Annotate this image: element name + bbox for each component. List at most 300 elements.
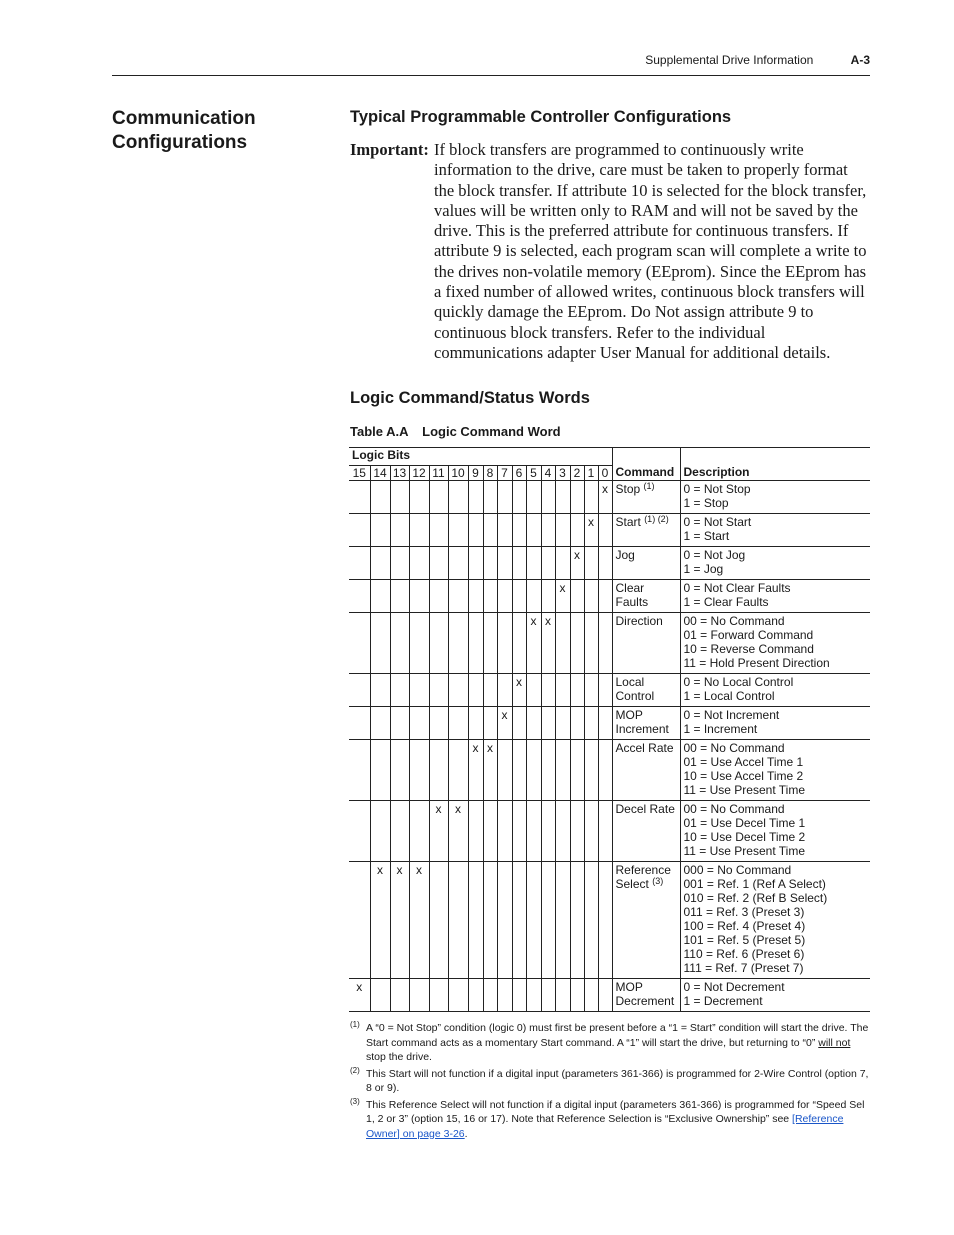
bit-cell-1 (584, 801, 598, 862)
bit-cell-3 (555, 707, 570, 740)
command-name: MOP Decrement (615, 980, 675, 1008)
bit-cell-8 (483, 580, 497, 613)
description-line: 00 = No Command (683, 741, 785, 755)
description-line: 11 = Use Present Time (683, 783, 805, 797)
bit-cell-4 (541, 547, 555, 580)
description-cell (680, 674, 870, 707)
command-cell (612, 862, 680, 979)
bit-cell-0 (598, 801, 612, 862)
bit-cell-4 (541, 801, 555, 862)
bit-cell-4 (541, 481, 555, 514)
bit-cell-3 (555, 740, 570, 801)
bit-cell-8 (483, 674, 497, 707)
bit-cell-12 (409, 801, 429, 862)
bit-cell-8 (483, 801, 497, 862)
command-cell (612, 481, 680, 514)
bit-number-1: 1 (584, 466, 598, 481)
bit-cell-4 (541, 580, 555, 613)
bit-cell-0 (598, 707, 612, 740)
bit-cell-15 (349, 801, 370, 862)
bit-cell-14 (370, 740, 390, 801)
bit-cell-6 (512, 547, 526, 580)
command-cell (612, 580, 680, 613)
bit-cell-7 (497, 613, 512, 674)
bit-cell-3 (555, 674, 570, 707)
bit-cell-8 (483, 481, 497, 514)
bit-cell-11 (429, 481, 448, 514)
bit-cell-15 (349, 580, 370, 613)
description-line: 100 = Ref. 4 (Preset 4) (683, 919, 806, 933)
bit-cell-14 (370, 580, 390, 613)
description-line: 0 = Not Decrement (683, 980, 785, 994)
underlined-text: will not (818, 1036, 851, 1049)
description-line: 0 = Not Jog (683, 548, 746, 562)
bit-cell-10 (448, 547, 468, 580)
description-cell (680, 514, 870, 547)
bit-cell-5 (526, 862, 541, 979)
bit-cell-2 (570, 580, 584, 613)
bit-cell-12 (409, 514, 429, 547)
description-line: 1 = Clear Faults (683, 595, 769, 609)
logic-bits-header: Logic Bits (349, 448, 612, 466)
bit-cell-5 (526, 674, 541, 707)
bit-cell-3 (555, 613, 570, 674)
bit-cell-11 (429, 613, 448, 674)
footnote-mark: (3) (350, 1096, 360, 1106)
bit-cell-4 (541, 674, 555, 707)
bit-cell-6 (512, 580, 526, 613)
table-row (349, 547, 870, 580)
bit-cell-14 (370, 979, 390, 1012)
table-row (349, 979, 870, 1012)
important-note (350, 140, 870, 363)
bit-cell-8 (483, 979, 497, 1012)
header-rule (112, 75, 870, 76)
description-line: 01 = Use Decel Time 1 (683, 816, 806, 830)
bit-cell-11 (429, 979, 448, 1012)
description-line: 11 = Hold Present Direction (683, 656, 830, 670)
bit-cell-5 (526, 979, 541, 1012)
table-caption-title: Logic Command Word (422, 424, 561, 439)
description-line: 10 = Reverse Command (683, 642, 814, 656)
bit-cell-0 (598, 580, 612, 613)
bit-cell-1 (584, 707, 598, 740)
bit-cell-14 (370, 707, 390, 740)
description-cell (680, 481, 870, 514)
bit-cell-0 (598, 547, 612, 580)
table-row (349, 707, 870, 740)
description-line: 0 = No Local Control (683, 675, 794, 689)
bit-cell-6 (512, 862, 526, 979)
bit-cell-6 (512, 801, 526, 862)
bit-cell-3 (555, 481, 570, 514)
description-line: 0 = Not Clear Faults (683, 581, 791, 595)
bit-cell-13 (390, 547, 409, 580)
bit-cell-2 (570, 613, 584, 674)
command-cell (612, 613, 680, 674)
bit-mark-12: x (409, 862, 429, 979)
bit-cell-1 (584, 740, 598, 801)
command-name: Decel Rate (615, 802, 675, 816)
table-row (349, 580, 870, 613)
description-line: 10 = Use Decel Time 2 (683, 830, 806, 844)
bit-mark-5: x (526, 613, 541, 674)
bit-cell-1 (584, 979, 598, 1012)
bit-cell-11 (429, 707, 448, 740)
description-cell (680, 740, 870, 801)
bit-cell-15 (349, 707, 370, 740)
bit-cell-15 (349, 481, 370, 514)
footnote-ref: (1) (2) (644, 514, 669, 524)
bit-cell-0 (598, 514, 612, 547)
command-name: Stop (615, 482, 641, 496)
bit-cell-3 (555, 979, 570, 1012)
bit-cell-10 (448, 707, 468, 740)
description-line: 1 = Local Control (683, 689, 775, 703)
bit-cell-10 (448, 979, 468, 1012)
bit-cell-6 (512, 740, 526, 801)
bit-cell-2 (570, 514, 584, 547)
description-cell (680, 862, 870, 979)
bit-mark-8: x (483, 740, 497, 801)
bit-cell-2 (570, 674, 584, 707)
bit-cell-9 (468, 580, 483, 613)
bit-cell-2 (570, 801, 584, 862)
bit-cell-9 (468, 862, 483, 979)
bit-cell-5 (526, 707, 541, 740)
running-header (645, 53, 870, 67)
bit-cell-1 (584, 580, 598, 613)
bit-cell-11 (429, 580, 448, 613)
bit-cell-7 (497, 514, 512, 547)
bit-cell-14 (370, 613, 390, 674)
bit-cell-5 (526, 801, 541, 862)
bit-cell-6 (512, 481, 526, 514)
bit-cell-14 (370, 674, 390, 707)
bit-number-14: 14 (370, 466, 390, 481)
command-cell (612, 547, 680, 580)
bit-cell-8 (483, 613, 497, 674)
description-cell (680, 613, 870, 674)
bit-cell-6 (512, 613, 526, 674)
bit-mark-15: x (349, 979, 370, 1012)
table-row (349, 674, 870, 707)
description-line: 01 = Forward Command (683, 628, 814, 642)
bit-mark-7: x (497, 707, 512, 740)
bit-cell-13 (390, 580, 409, 613)
bit-number-11: 11 (429, 466, 448, 481)
description-line: 1 = Decrement (683, 994, 763, 1008)
bit-cell-12 (409, 613, 429, 674)
description-line: 111 = Ref. 7 (Preset 7) (683, 961, 804, 975)
command-name: MOP Increment (615, 708, 669, 736)
bit-cell-12 (409, 547, 429, 580)
bit-cell-9 (468, 547, 483, 580)
bit-number-15: 15 (349, 466, 370, 481)
description-line: 1 = Start (683, 529, 730, 543)
description-line: 010 = Ref. 2 (Ref B Select) (683, 891, 828, 905)
command-cell (612, 674, 680, 707)
description-line: 10 = Use Accel Time 2 (683, 769, 804, 783)
bit-cell-14 (370, 514, 390, 547)
table-caption-number: Table A.A (350, 424, 409, 439)
bit-cell-0 (598, 674, 612, 707)
command-header-cell: Command (612, 448, 680, 481)
bit-cell-7 (497, 580, 512, 613)
description-line: 1 = Jog (683, 562, 724, 576)
bit-cell-7 (497, 674, 512, 707)
important-label: Important: (350, 140, 429, 159)
bit-cell-2 (570, 481, 584, 514)
bit-mark-9: x (468, 740, 483, 801)
section-heading-logic-words: Logic Command/Status Words (350, 389, 590, 407)
bit-cell-8 (483, 547, 497, 580)
table-header-row-1 (349, 448, 870, 466)
bit-cell-7 (497, 547, 512, 580)
bit-cell-12 (409, 674, 429, 707)
bit-cell-13 (390, 707, 409, 740)
bit-cell-3 (555, 547, 570, 580)
bit-cell-13 (390, 481, 409, 514)
bit-number-8: 8 (483, 466, 497, 481)
bit-mark-0: x (598, 481, 612, 514)
bit-cell-5 (526, 547, 541, 580)
bit-number-13: 13 (390, 466, 409, 481)
bit-cell-0 (598, 613, 612, 674)
description-line: 110 = Ref. 6 (Preset 6) (683, 947, 805, 961)
bit-cell-4 (541, 514, 555, 547)
bit-cell-8 (483, 514, 497, 547)
description-cell (680, 979, 870, 1012)
page-number: A-3 (850, 53, 870, 67)
bit-cell-4 (541, 862, 555, 979)
description-line: 1 = Increment (683, 722, 758, 736)
description-line: 1 = Stop (683, 496, 729, 510)
running-header-section: Supplemental Drive Information (645, 53, 814, 67)
bit-cell-10 (448, 862, 468, 979)
bit-number-12: 12 (409, 466, 429, 481)
bit-mark-4: x (541, 613, 555, 674)
bit-cell-0 (598, 862, 612, 979)
table-row (349, 862, 870, 979)
bit-cell-12 (409, 580, 429, 613)
bit-mark-3: x (555, 580, 570, 613)
bit-mark-6: x (512, 674, 526, 707)
footnote: (3) This Reference Select will not function if a digital input (parameters 361-366) is programmed for “Speed Sel 1, 2 or 3” (option 15, 16 or 17). Note that Reference Selection is “Exclusive Ownership” see [Reference Owner] on page 3-26. (350, 1096, 865, 1140)
bit-cell-1 (584, 862, 598, 979)
bit-cell-8 (483, 862, 497, 979)
bit-number-6: 6 (512, 466, 526, 481)
bit-cell-15 (349, 740, 370, 801)
logic-command-word-table (349, 447, 870, 1012)
command-cell (612, 707, 680, 740)
bit-cell-13 (390, 514, 409, 547)
bit-number-10: 10 (448, 466, 468, 481)
description-line: 001 = Ref. 1 (Ref A Select) (683, 877, 826, 891)
bit-cell-1 (584, 481, 598, 514)
bit-cell-7 (497, 801, 512, 862)
table-row (349, 481, 870, 514)
footnote-ref: (3) (652, 876, 664, 886)
bit-cell-9 (468, 613, 483, 674)
command-name: Direction (615, 614, 663, 628)
bit-cell-11 (429, 674, 448, 707)
bit-cell-7 (497, 862, 512, 979)
bit-cell-12 (409, 707, 429, 740)
footnote: (1) A “0 = Not Stop” condition (logic 0) must first be present before a “1 = Start” condition will start the drive. The Start command acts as a momentary Start command. A “1” will start the drive, but returning to “0” will not stop the drive. (350, 1020, 869, 1063)
bit-number-7: 7 (497, 466, 512, 481)
command-name: Clear Faults (615, 581, 649, 609)
bit-cell-15 (349, 613, 370, 674)
bit-cell-9 (468, 514, 483, 547)
bit-cell-3 (555, 514, 570, 547)
description-line: 0 = Not Increment (683, 708, 780, 722)
description-line: 01 = Use Accel Time 1 (683, 755, 804, 769)
command-name: Jog (615, 548, 635, 562)
bit-cell-0 (598, 979, 612, 1012)
bit-cell-1 (584, 547, 598, 580)
bit-cell-12 (409, 740, 429, 801)
bit-cell-10 (448, 481, 468, 514)
bit-cell-5 (526, 580, 541, 613)
command-cell (612, 740, 680, 801)
description-cell (680, 707, 870, 740)
description-line: 0 = Not Start (683, 515, 752, 529)
bit-cell-4 (541, 707, 555, 740)
bit-cell-14 (370, 801, 390, 862)
reference-owner-link[interactable]: [Reference Owner] on page 3-26 (366, 1113, 844, 1140)
table-row (349, 801, 870, 862)
bit-cell-4 (541, 740, 555, 801)
description-line: 000 = No Command (683, 863, 792, 877)
command-name: Start (615, 515, 641, 529)
description-line: 00 = No Command (683, 614, 785, 628)
footnotes (350, 1021, 870, 1143)
bit-cell-2 (570, 862, 584, 979)
bit-cell-11 (429, 862, 448, 979)
table-row (349, 514, 870, 547)
bit-number-0: 0 (598, 466, 612, 481)
bit-cell-15 (349, 674, 370, 707)
bit-cell-15 (349, 514, 370, 547)
section-heading-typical-configurations: Typical Programmable Controller Configurations (350, 108, 732, 126)
description-line: 00 = No Command (683, 802, 785, 816)
bit-cell-9 (468, 801, 483, 862)
bit-mark-13: x (390, 862, 409, 979)
bit-cell-2 (570, 979, 584, 1012)
footnote: (2) This Start will not function if a digital input (parameters 361-366) is programmed for 2-Wire Control (option 7, 8 or 9). (350, 1065, 869, 1094)
bit-number-3: 3 (555, 466, 570, 481)
bit-cell-10 (448, 580, 468, 613)
command-name: Accel Rate (615, 741, 674, 755)
command-cell (612, 979, 680, 1012)
footnote-mark: (1) (350, 1020, 360, 1029)
description-line: 101 = Ref. 5 (Preset 5) (683, 933, 806, 947)
bit-cell-9 (468, 674, 483, 707)
command-name: Reference Select (615, 863, 671, 891)
bit-mark-2: x (570, 547, 584, 580)
bit-cell-13 (390, 801, 409, 862)
description-line: 011 = Ref. 3 (Preset 3) (683, 905, 805, 919)
bit-mark-11: x (429, 801, 448, 862)
bit-cell-11 (429, 514, 448, 547)
bit-cell-5 (526, 481, 541, 514)
bit-cell-7 (497, 740, 512, 801)
bit-cell-10 (448, 740, 468, 801)
bit-cell-4 (541, 979, 555, 1012)
bit-number-2: 2 (570, 466, 584, 481)
description-cell (680, 547, 870, 580)
table-row (349, 740, 870, 801)
command-cell (612, 801, 680, 862)
description-cell (680, 580, 870, 613)
description-cell (680, 801, 870, 862)
bit-cell-3 (555, 862, 570, 979)
bit-cell-14 (370, 547, 390, 580)
bit-cell-1 (584, 613, 598, 674)
bit-cell-5 (526, 740, 541, 801)
bit-cell-13 (390, 613, 409, 674)
bit-cell-9 (468, 707, 483, 740)
bit-cell-1 (584, 674, 598, 707)
bit-cell-2 (570, 707, 584, 740)
bit-cell-14 (370, 481, 390, 514)
description-line: 0 = Not Stop (683, 482, 751, 496)
bit-cell-15 (349, 862, 370, 979)
bit-number-9: 9 (468, 466, 483, 481)
bit-cell-10 (448, 514, 468, 547)
table-row (349, 613, 870, 674)
footnote-mark: (2) (350, 1065, 360, 1075)
bit-cell-10 (448, 613, 468, 674)
bit-cell-8 (483, 707, 497, 740)
bit-cell-7 (497, 979, 512, 1012)
footnote-ref: (1) (643, 481, 655, 491)
bit-cell-15 (349, 547, 370, 580)
bit-cell-13 (390, 979, 409, 1012)
bit-mark-1: x (584, 514, 598, 547)
bit-cell-0 (598, 740, 612, 801)
description-header-cell: Description (680, 448, 870, 481)
bit-number-5: 5 (526, 466, 541, 481)
bit-cell-7 (497, 481, 512, 514)
bit-number-4: 4 (541, 466, 555, 481)
bit-cell-12 (409, 979, 429, 1012)
bit-mark-14: x (370, 862, 390, 979)
bit-cell-13 (390, 740, 409, 801)
bit-cell-6 (512, 707, 526, 740)
bit-cell-6 (512, 514, 526, 547)
description-line: 11 = Use Present Time (683, 844, 805, 858)
bit-mark-10: x (448, 801, 468, 862)
command-name: Local Control (615, 675, 655, 703)
bit-cell-9 (468, 481, 483, 514)
side-heading: Communication Configurations (112, 108, 256, 153)
bit-cell-13 (390, 674, 409, 707)
bit-cell-6 (512, 979, 526, 1012)
bit-cell-11 (429, 547, 448, 580)
bit-cell-2 (570, 740, 584, 801)
important-text: If block transfers are programmed to continuously write information to the drive, care must be taken to properly format the block transfer. If attribute 10 is selected for the block transfer, values will be written only to RAM and will not be saved by the drive. This is the preferred attribute for continuous transfers. If attribute 9 is selected, each program scan will complete a write to the drives non-volatile memory (EEprom). Since the EEprom has a fixed number of allowed writes, continuous block transfers will quickly damage the EEprom. Do Not assign attribute 9 to continuous block transfers. Refer to the individual communications adapter User Manual for additional details. (434, 140, 867, 362)
bit-cell-9 (468, 979, 483, 1012)
bit-cell-12 (409, 481, 429, 514)
bit-cell-3 (555, 801, 570, 862)
bit-cell-11 (429, 740, 448, 801)
command-cell (612, 514, 680, 547)
bit-cell-10 (448, 674, 468, 707)
table-caption (350, 424, 561, 439)
bit-cell-5 (526, 514, 541, 547)
